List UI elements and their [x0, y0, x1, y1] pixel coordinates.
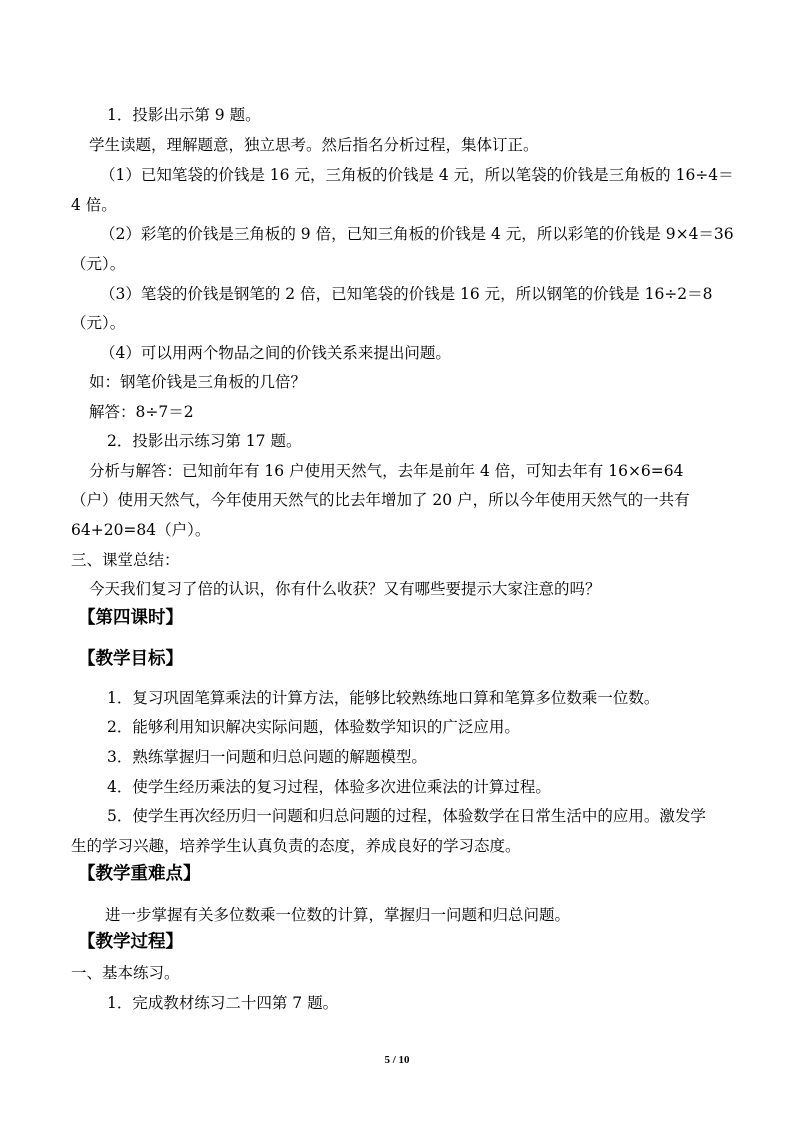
text-line: 3．熟练掌握归一问题和归总问题的解题模型。: [107, 748, 427, 766]
text-line: （1）已知笔袋的价钱是 16 元，三角板的价钱是 4 元，所以笔袋的价钱是三角板的 16÷4＝: [100, 166, 734, 184]
text-line: 分析与解答：已知前年有 16 户使用天然气，去年是前年 4 倍，可知去年有 16×6=64: [89, 462, 684, 480]
section-heading: 三、课堂总结：: [71, 551, 180, 569]
text-line: （3）笔袋的价钱是钢笔的 2 倍，已知笔袋的价钱是 16 元，所以钢笔的价钱是 16÷2＝8: [100, 285, 713, 303]
text-line: 今天我们复习了倍的认识，你有什么收获？又有哪些要提示大家注意的吗？: [89, 580, 601, 598]
text-line: （户）使用天然气，今年使用天然气的比去年增加了 20 户，所以今年使用天然气的一共有: [71, 491, 690, 509]
text-line: 2．投影出示练习第 17 题。: [107, 432, 302, 450]
bracket-heading: 【教学过程】: [78, 932, 183, 952]
text-line: （4）可以用两个物品之间的价钱关系来提出问题。: [100, 344, 451, 362]
text-line: （元）。: [71, 255, 126, 273]
text-line: 1．完成教材练习二十四第 7 题。: [107, 994, 339, 1012]
section-heading: 一、基本练习。: [71, 964, 180, 982]
bracket-heading: 【教学目标】: [78, 649, 183, 669]
text-line: 1．复习巩固笔算乘法的计算方法，能够比较熟练地口算和笔算多位数乘一位数。: [107, 689, 660, 707]
page-number: 5 / 10: [384, 1054, 410, 1066]
text-line: 1．投影出示第 9 题。: [107, 106, 261, 124]
text-line: 4 倍。: [71, 196, 117, 214]
text-line: 进一步掌握有关多位数乘一位数的计算，掌握归一问题和归总问题。: [105, 906, 571, 924]
text-line: 64+20=84（户）。: [71, 521, 211, 539]
text-line: 解答：8÷7＝2: [89, 403, 194, 421]
bracket-heading: 【第四课时】: [78, 608, 183, 628]
text-line: 学生读题，理解题意，独立思考。然后指名分析过程，集体订正。: [89, 136, 539, 154]
text-line: （元）。: [71, 314, 126, 332]
text-line: 生的学习兴趣，培养学生认真负责的态度，养成良好的学习态度。: [71, 837, 521, 855]
text-line: 如：钢笔价钱是三角板的几倍？: [89, 373, 307, 391]
text-line: 4．使学生经历乘法的复习过程，体验多次进位乘法的计算过程。: [107, 778, 551, 796]
text-line: （2）彩笔的价钱是三角板的 9 倍，已知三角板的价钱是 4 元，所以彩笔的价钱是 9×4＝36: [100, 225, 734, 243]
bracket-heading: 【教学重难点】: [78, 864, 201, 884]
text-line: 5．使学生再次经历归一问题和归总问题的过程，体验数学在日常生活中的应用。激发学: [107, 807, 706, 825]
text-line: 2．能够利用知识解决实际问题，体验数学知识的广泛应用。: [107, 718, 520, 736]
